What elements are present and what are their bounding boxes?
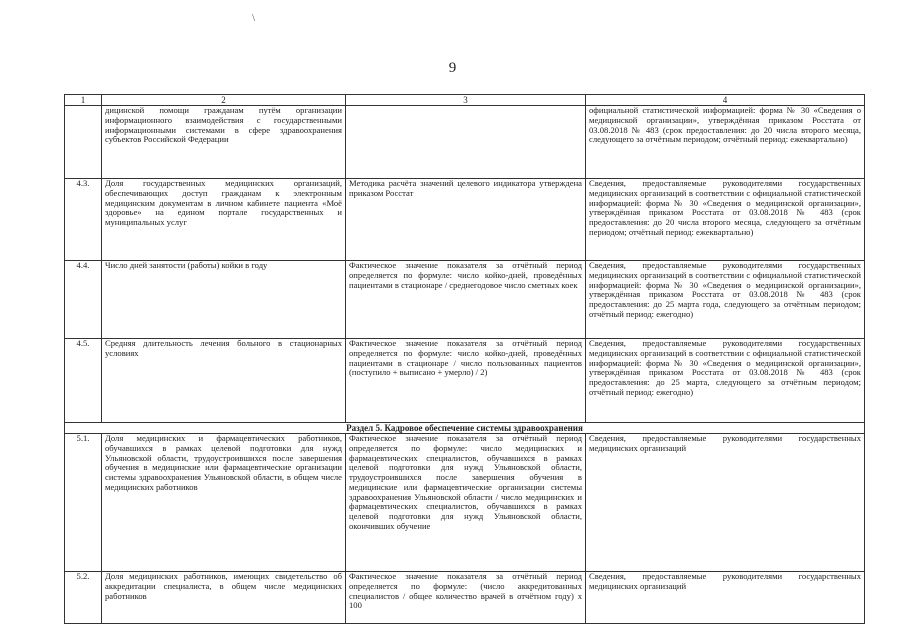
table-header-row (65, 95, 865, 106)
calculation-method (346, 106, 586, 179)
indicator-name: Средняя длительность лечения больного в стационарных условиях (102, 339, 346, 423)
table-row (65, 339, 865, 423)
page-number: 9 (448, 60, 457, 76)
table-row (65, 434, 865, 572)
row-number: 5.1. (65, 434, 102, 572)
section-title: Раздел 5. Кадровое обеспечение системы здравоохранения (65, 423, 865, 434)
section-header-row (65, 423, 865, 434)
indicator-name: Доля медицинских и фармацевтических работников, обучавшихся в рамках целевой подготовки для нужд Ульяновской области, трудоустроившихся после завершения обучения в медицинские или фармацевтические организации системы здравоохранения Ульяновской области, в общем числе медицинских работников (102, 434, 346, 572)
column-header-3: 3 (346, 95, 586, 106)
table-row (65, 572, 865, 624)
indicator-name: Число дней занятости (работы) койки в году (102, 261, 346, 339)
data-source: Сведения, предоставляемые руководителями государственных медицинских организаций (586, 572, 865, 624)
calculation-method: Методика расчёта значений целевого индикатора утверждена приказом Росстат (346, 179, 586, 261)
row-number (65, 106, 102, 179)
calculation-method: Фактическое значение показателя за отчётный период определяется по формуле: число медицинских и фармацевтических специалистов, обучавшихся в рамках целевой подготовки для нужд Ульяновской области, трудоустроившихся после завершения обучения в медицинские или фармацевтические организации системы здравоохранения Ульяновской области / число медицинских и фармацевтических специалистов, обучавшихся в рамках целевой подготовки для нужд Ульяновской области, окончивших обучение (346, 434, 586, 572)
data-source: официальной статистической информацией: форма № 30 «Сведения о медицинской организации», утверждённая приказом Росстата от 03.08.2018 № 483 (срок предоставления: до 20 числа второго месяца, следующего за отчётным периодом; отчётный период: ежеквартально) (586, 106, 865, 179)
indicator-name: Доля государственных медицинских организаций, обеспечивающих доступ гражданам к электронным медицинским документам в личном кабинете пациента «Моё здоровье» на едином портале государственных и муниципальных услуг (102, 179, 346, 261)
data-source: Сведения, предоставляемые руководителями государственных медицинских организаций в соответствии с официальной статистической информацией: форма № 30 «Сведения о медицинской организации», утверждённая приказом Росстата от 03.08.2018 № 483 (срок предоставления: до 25 марта года, следующего за отчётным периодом; отчётный период: ежегодно) (586, 261, 865, 339)
data-source: Сведения, предоставляемые руководителями государственных медицинских организаций в соответствии с официальной статистической информацией: форма № 30 «Сведения о медицинской организации», утверждённая приказом Росстата от 03.08.2018 № 483 (срок предоставления: до 20 числа второго месяца, следующего за отчётным периодом; отчётный период: ежеквартально) (586, 179, 865, 261)
table-row (65, 179, 865, 261)
row-number: 4.4. (65, 261, 102, 339)
column-header-2: 2 (102, 95, 346, 106)
row-number: 5.2. (65, 572, 102, 624)
calculation-method: Фактическое значение показателя за отчётный период определяется по формуле: число койко-дней, проведённых пациентами в стационаре / среднегодовое число сметных коек (346, 261, 586, 339)
calculation-method: Фактическое значение показателя за отчётный период определяется по формуле: число койко-дней, проведённых пациентами в стационаре / число пользованных пациентов (поступило + выписано + умерло) / 2) (346, 339, 586, 423)
column-header-4: 4 (586, 95, 865, 106)
row-number: 4.3. (65, 179, 102, 261)
indicator-name: Доля медицинских работников, имеющих свидетельство об аккредитации специалиста, в общем числе медицинских работников (102, 572, 346, 624)
indicator-name: дицинской помощи гражданам путём организации информационного взаимодействия с государственными информационными системами в сфере здравоохранения субъектов Российской Федерации (102, 106, 346, 179)
indicators-table (64, 94, 865, 624)
scan-mark: \ (252, 12, 257, 24)
calculation-method: Фактическое значение показателя за отчётный период определяется по формуле: (число аккредитованных специалистов / общее количество врачей в отчётном году) х 100 (346, 572, 586, 624)
row-number: 4.5. (65, 339, 102, 423)
data-source: Сведения, предоставляемые руководителями государственных медицинских организаций (586, 434, 865, 572)
table-row (65, 106, 865, 179)
data-source: Сведения, предоставляемые руководителями государственных медицинских организаций в соответствии с официальной статистической информацией: форма № 30 «Сведения о медицинской организации», утверждённая приказом Росстата от 03.08.2018 № 483 (срок предоставления: до 25 марта, следующего за отчётным периодом; отчётный период: ежегодно) (586, 339, 865, 423)
column-header-1: 1 (65, 95, 102, 106)
table-row (65, 261, 865, 339)
